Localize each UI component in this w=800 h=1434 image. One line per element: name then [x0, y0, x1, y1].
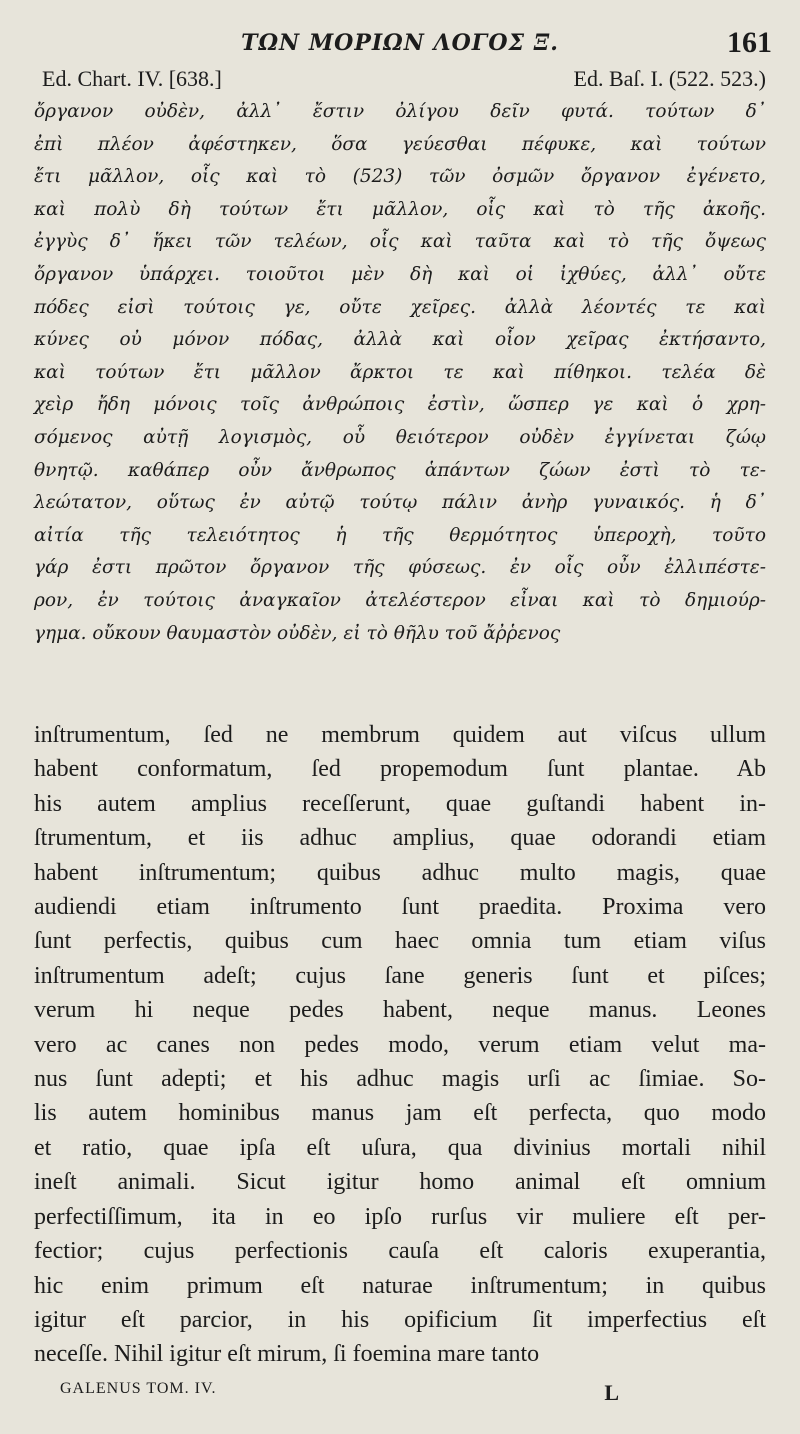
latin-text-block [34, 718, 766, 1372]
greek-line: σόμενος αὐτῇ λογισμὸς, οὗ θειότερον οὐδὲν ἐγγίνεται ζώῳ [34, 426, 766, 448]
latin-line: ſunt perfectis, quibus cum haec omnia tum etiam viſus [34, 928, 766, 955]
greek-text-block [34, 96, 766, 650]
latin-line: habent conformatum, ſed propemodum ſunt plantae. Ab [34, 756, 766, 783]
page-footer [60, 1380, 620, 1406]
latin-line: igitur eſt parcior, in his opificium ſit imperfectius eſt [34, 1306, 766, 1333]
latin-line: ineſt animali. Sicut igitur homo animal eſt omnium [34, 1169, 766, 1196]
greek-line: ρον, ἐν τούτοις ἀναγκαῖον ἀτελέστερον εἶναι καὶ τὸ δημιούρ- [34, 589, 766, 611]
footer-volume: GALENUS TOM. IV. [60, 1380, 217, 1397]
greek-line: καὶ τούτων ἔτι μᾶλλον ἄρκτοι τε καὶ πίθηκοι. τελέα δὲ [34, 361, 766, 383]
greek-line: πόδες εἰσὶ τούτοις γε, οὔτε χεῖρες. ἀλλὰ λέοντές τε καὶ [34, 296, 766, 318]
greek-line: θνητῷ. καθάπερ οὖν ἄνθρωπος ἁπάντων ζώων ἐστὶ τὸ τε- [34, 459, 766, 481]
latin-line: inſtrumentum, ſed ne membrum quidem aut viſcus ullum [34, 722, 766, 748]
greek-line: λεώτατον, οὕτως ἐν αὐτῷ τούτῳ πάλιν ἀνὴρ γυναικός. ἡ δ᾽ [34, 492, 766, 514]
latin-line: habent inſtrumentum; quibus adhuc multo magis, quae [34, 859, 766, 886]
greek-line: κύνες οὐ μόνον πόδας, ἀλλὰ καὶ οἷον χεῖρας ἐκτήσαντο, [34, 329, 766, 351]
latin-line: neceſſe. Nihil igitur eſt mirum, ſi foemina mare tanto [34, 1341, 540, 1368]
greek-line: αἰτία τῆς τελειότητος ἡ τῆς θερμότητος ὑπεροχὴ, τοῦτο [34, 524, 766, 546]
latin-line: his autem amplius receſſerunt, quae guſtandi habent in- [34, 790, 766, 817]
latin-line: fectior; cujus perfectionis cauſa eſt caloris exuperantia, [34, 1238, 766, 1265]
greek-line: ὄργανον οὐδὲν, ἀλλ᾽ ἔστιν ὀλίγου δεῖν φυτά. τούτων δ᾽ [34, 101, 766, 122]
edition-chart-reference: Ed. Chart. IV. [638.] [42, 66, 222, 91]
latin-line: audiendi etiam inſtrumento ſunt praedita. Proxima vero [34, 894, 766, 921]
latin-line: lis autem hominibus manus jam eſt perfecta, quo modo [34, 1100, 766, 1127]
greek-line: ἐπὶ πλέον ἀφέστηκεν, ὅσα γεύεσθαι πέφυκε, καὶ τούτων [34, 133, 766, 155]
running-title: ΤΩΝ ΜΟΡΙΩΝ ΛΟΓΟΣ Ξ. [241, 30, 559, 56]
footer-signature: L [604, 1380, 620, 1405]
latin-line: et ratio, quae ipſa eſt uſura, qua divinius mortali nihil [34, 1134, 766, 1161]
latin-line: inſtrumentum adeſt; cujus ſane generis ſunt et piſces; [34, 962, 766, 989]
page-number: 161 [727, 26, 772, 59]
edition-basel-reference: Ed. Baſ. I. (522. 523.) [573, 66, 766, 91]
latin-line: perfectiſſimum, ita in eo ipſo rurſus vir muliere eſt per- [34, 1203, 766, 1230]
greek-line: γάρ ἐστι πρῶτον ὄργανον τῆς φύσεως. ἐν οἷς οὖν ἐλλιπέστε- [34, 557, 766, 579]
latin-line: ſtrumentum, et iis adhuc amplius, quae odorandi etiam [34, 825, 766, 852]
greek-line: ἐγγὺς δ᾽ ἥκει τῶν τελέων, οἷς καὶ ταῦτα καὶ τὸ τῆς ὄψεως [34, 231, 766, 253]
greek-line: γημα. οὔκουν θαυμαστὸν οὐδὲν, εἰ τὸ θῆλυ τοῦ ἄῤῥενος [34, 622, 561, 644]
greek-line: ἔτι μᾶλλον, οἷς καὶ τὸ (523) τῶν ὀσμῶν ὄργανον ἐγένετο, [34, 166, 766, 188]
greek-line: ὄργανον ὑπάρχει. τοιοῦτοι μὲν δὴ καὶ οἱ ἰχθύες, ἀλλ᾽ οὔτε [34, 263, 766, 285]
greek-line: χεὶρ ἤδη μόνοις τοῖς ἀνθρώποις ἐστὶν, ὥσπερ γε καὶ ὁ χρη- [34, 394, 766, 416]
latin-line: hic enim primum eſt naturae inſtrumentum; in quibus [34, 1272, 766, 1299]
greek-line: καὶ πολὺ δὴ τούτων ἔτι μᾶλλον, οἷς καὶ τὸ τῆς ἀκοῆς. [34, 198, 766, 220]
latin-line: vero ac canes non pedes modo, verum etiam velut ma- [34, 1031, 766, 1058]
latin-line: nus ſunt adepti; et his adhuc magis urſi ac ſimiae. So- [34, 1066, 766, 1093]
latin-line: verum hi neque pedes habent, neque manus. Leones [34, 997, 766, 1024]
edition-reference-line [42, 66, 766, 92]
